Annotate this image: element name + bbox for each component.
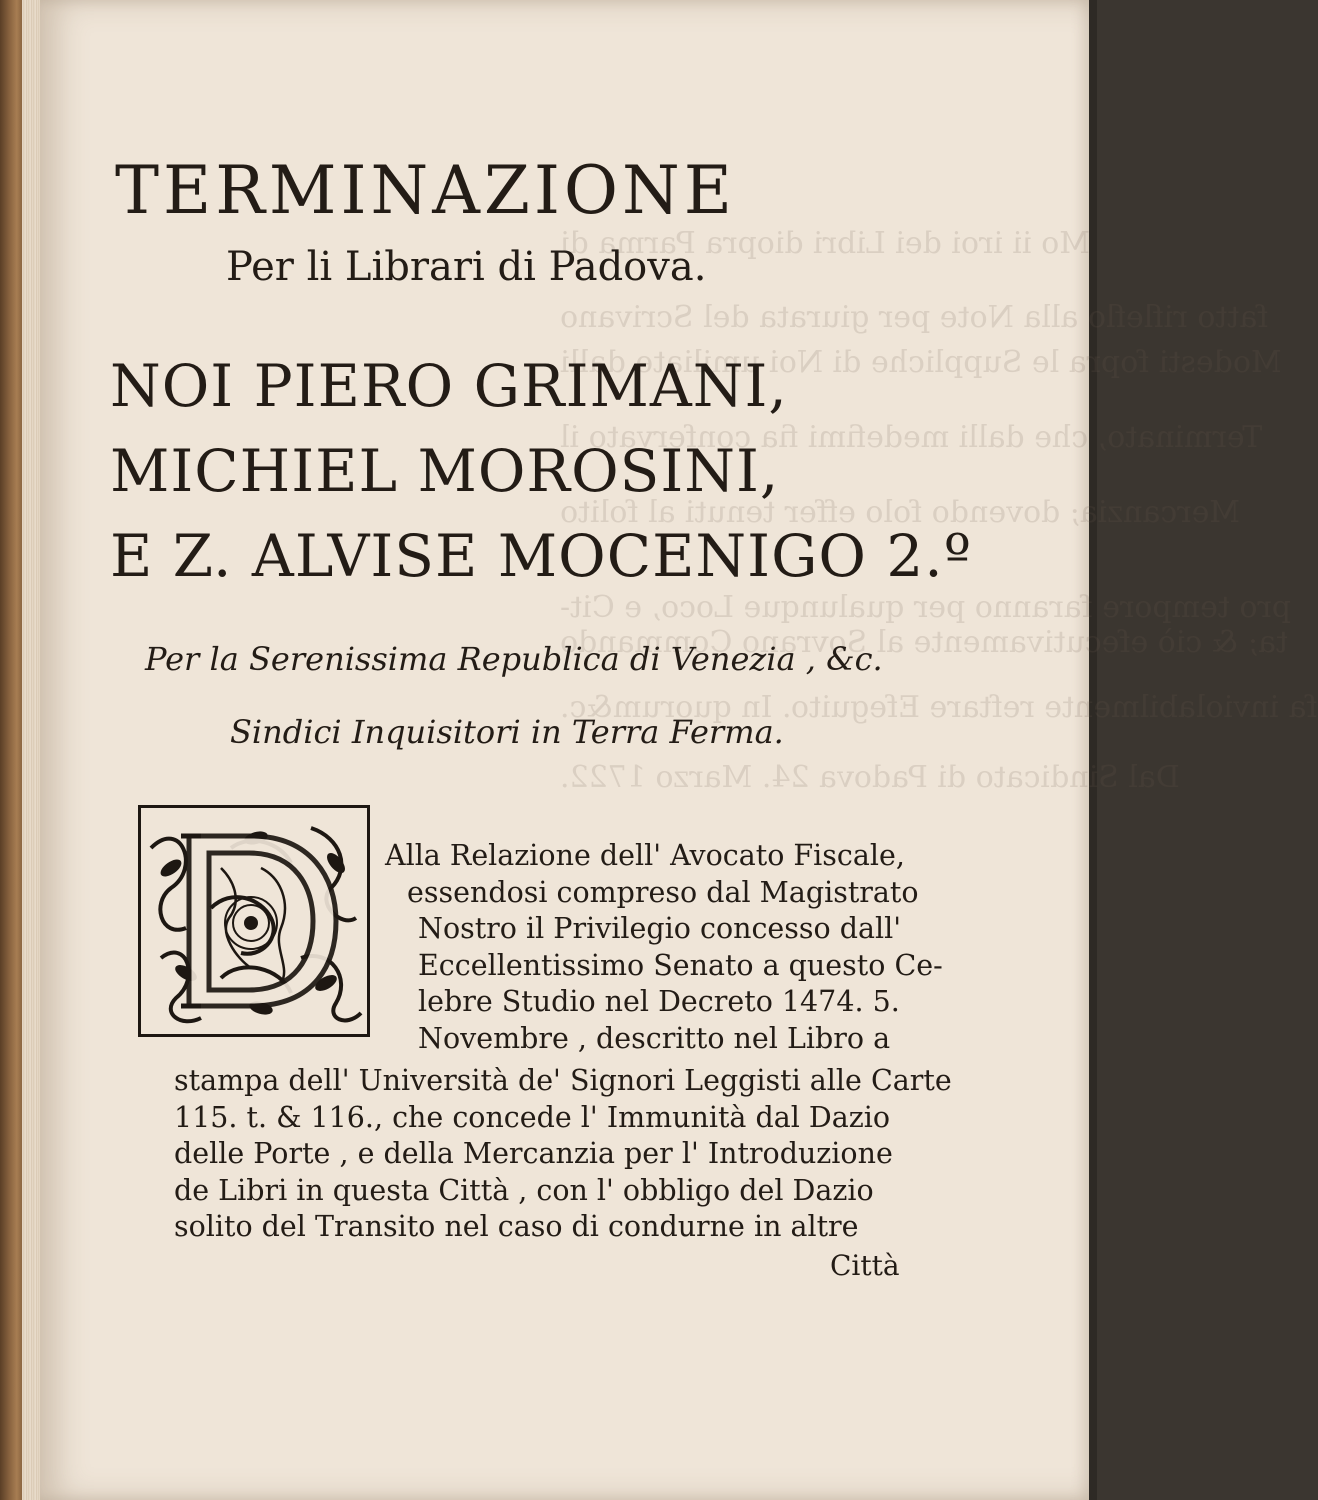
paper-page bbox=[40, 0, 1318, 1500]
body-line: 115. t. & 116., che concede l' Immunità dal Dazio bbox=[174, 1100, 890, 1134]
document-title: TERMINAZIONE bbox=[115, 152, 736, 229]
office-line: Sindici Inquisitori in Terra Ferma. bbox=[230, 713, 784, 751]
page-content bbox=[40, 0, 1318, 1500]
body-line: Novembre , descritto nel Libro a bbox=[418, 1021, 891, 1055]
name-line-3: E Z. ALVISE MOCENIGO 2.º bbox=[110, 522, 972, 590]
republic-line: Per la Serenissima Republica di Venezia , &c. bbox=[145, 640, 883, 678]
body-line: Eccellentissimo Senato a questo Ce- bbox=[418, 948, 943, 982]
body-line: stampa dell' Università de' Signori Leggisti alle Carte bbox=[174, 1064, 952, 1097]
floral-initial-icon bbox=[141, 808, 367, 1034]
body-indented-block bbox=[385, 838, 943, 1057]
name-line-1: NOI PIERO GRIMANI, bbox=[110, 352, 788, 420]
body-line: Nostro il Privilegio concesso dall' bbox=[418, 912, 902, 945]
catchword: Città bbox=[830, 1249, 900, 1282]
body-full-block bbox=[174, 1063, 952, 1246]
document-subtitle: Per li Librari di Padova. bbox=[226, 244, 707, 290]
body-line: delle Porte , e della Mercanzia per l' Introduzione bbox=[174, 1137, 893, 1170]
body-line: solito del Transito nel caso di condurne in altre bbox=[174, 1210, 859, 1243]
body-line: de Libri in questa Città , con l' obbligo del Dazio bbox=[174, 1173, 874, 1207]
show-through-text: Mo ii iroi dei Libri diopra Parma di fatto rifleflo alla Note per giurata del Scrivano Modesti fopra le Suppliche di Noi umiliate dalli Terminato, che dalli medefimi fia confervato il Mercanzia; dovendo folo effer tenuti al folito pro tempore faranno per qualunque Loco, e Cit- ta; & ciò efecutivamente al Sovrano Commando fa inviolabilmente reftare Efeguito. In quorum&c. Dal Sindicato di Padova 24. Marzo 1722. bbox=[560, 226, 1318, 795]
body-line: lebre Studio nel Decreto 1474. 5. bbox=[418, 985, 900, 1018]
decorated-initial-d bbox=[138, 805, 370, 1037]
body-line: Alla Relazione dell' Avocato Fiscale, bbox=[385, 839, 905, 872]
name-line-2: MICHIEL MOROSINI, bbox=[110, 437, 780, 505]
body-line: essendosi compreso dal Magistrato bbox=[407, 875, 919, 909]
